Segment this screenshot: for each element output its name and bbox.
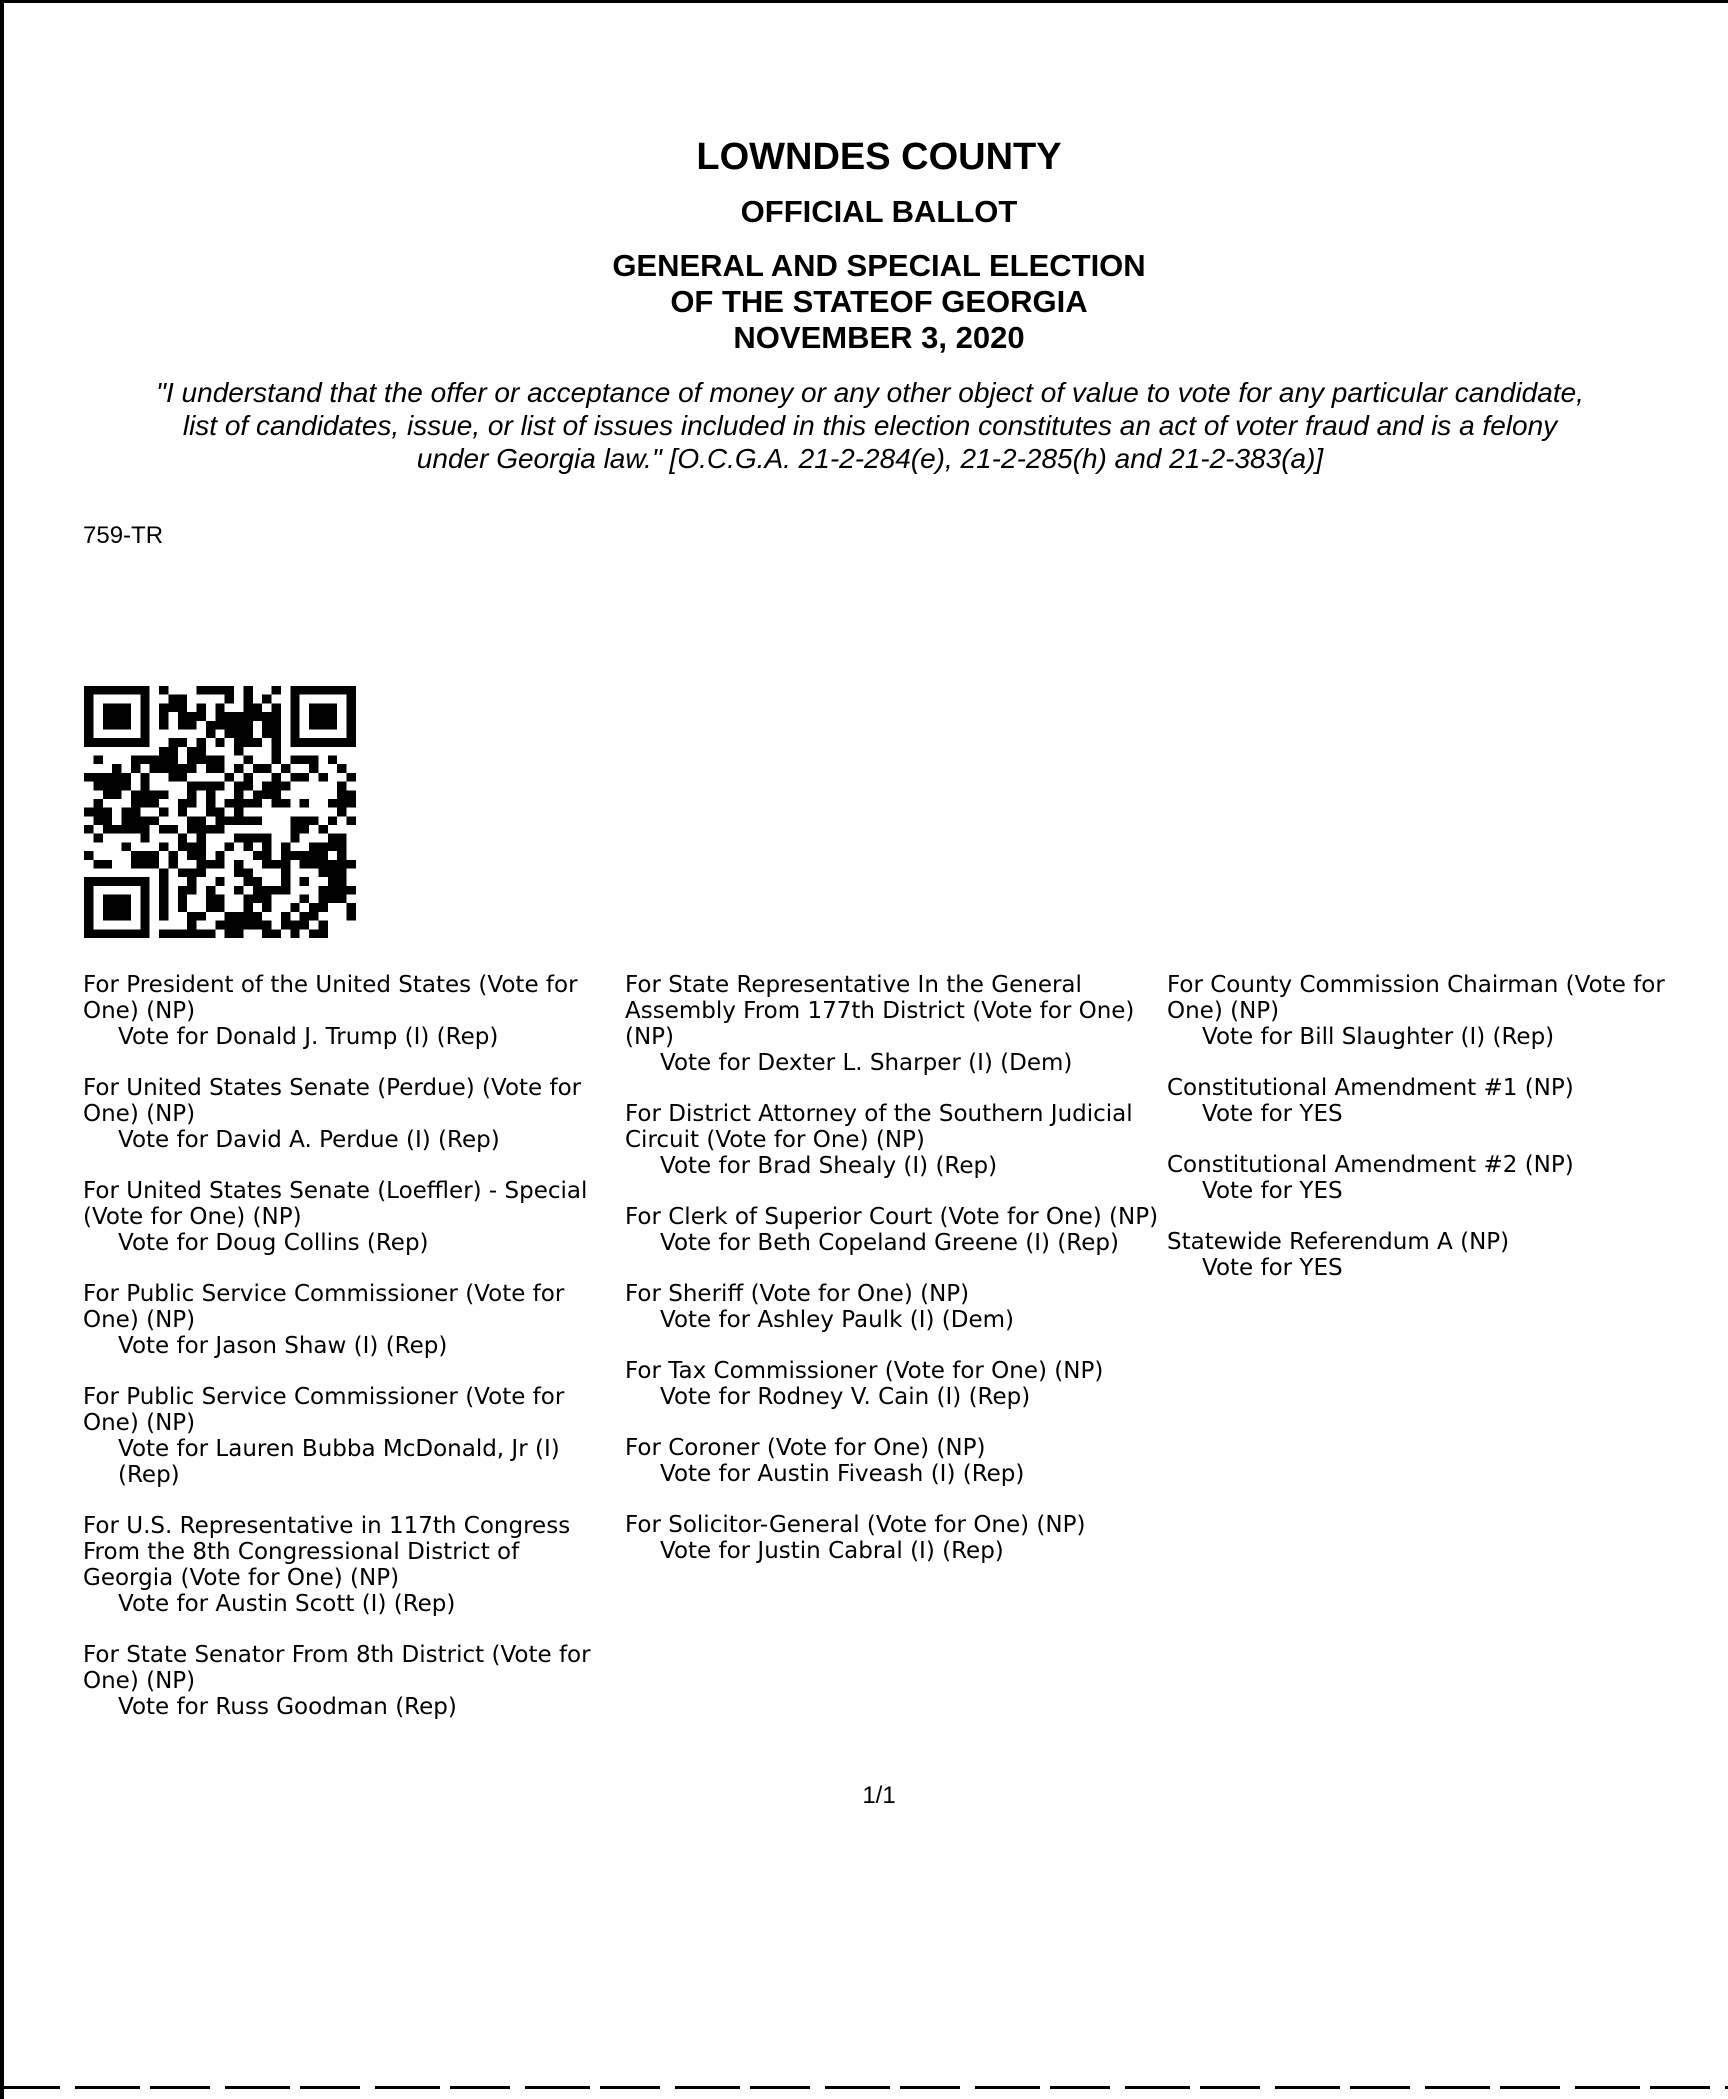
page-border-top xyxy=(0,0,1728,3)
race-selection xyxy=(625,1358,1165,1410)
race-selection xyxy=(83,972,603,1050)
voter-fraud-warning xyxy=(70,376,1670,475)
election-title xyxy=(0,248,1728,356)
ballot-style-id: 759-TR xyxy=(83,522,164,549)
race-selection xyxy=(625,1435,1165,1487)
ballot-header xyxy=(0,132,1728,356)
vote-choice: Vote for Ashley Paulk (I) (Dem) xyxy=(660,1307,1014,1333)
election-date: NOVEMBER 3, 2020 xyxy=(733,320,1025,355)
race-selection xyxy=(625,1512,1165,1564)
race-title: For United States Senate (Loeffler) - Special (Vote for One) (NP) xyxy=(83,1178,588,1230)
vote-choice: Vote for YES xyxy=(1202,1178,1343,1204)
election-line-1: GENERAL AND SPECIAL ELECTION xyxy=(612,248,1146,283)
race-title: For State Representative In the General Assembly From 177th District (Vote for One) (NP) xyxy=(625,972,1135,1050)
race-selection xyxy=(1167,1229,1707,1281)
race-title: For District Attorney of the Southern Judicial Circuit (Vote for One) (NP) xyxy=(625,1101,1133,1153)
race-title: Constitutional Amendment #1 (NP) xyxy=(1167,1075,1574,1101)
election-line-2: OF THE STATEOF GEORGIA xyxy=(670,284,1088,319)
race-title: For Clerk of Superior Court (Vote for One) (NP) xyxy=(625,1204,1159,1230)
vote-choice: Vote for YES xyxy=(1202,1255,1343,1281)
race-selection xyxy=(1167,1152,1707,1204)
warning-line-2: list of candidates, issue, or list of issues included in this election constitutes an act of voter fraud and is a felony xyxy=(182,410,1558,441)
race-title: For Public Service Commissioner (Vote for One) (NP) xyxy=(83,1281,565,1333)
vote-choice: Vote for David A. Perdue (I) (Rep) xyxy=(118,1127,500,1153)
vote-choice: Vote for Brad Shealy (I) (Rep) xyxy=(660,1153,998,1179)
page-border-bottom xyxy=(0,2086,1728,2089)
race-selection xyxy=(625,1204,1165,1256)
warning-line-1: "I understand that the offer or acceptance of money or any other object of value to vote for any particular candidate, xyxy=(156,377,1584,408)
selections-column-1 xyxy=(83,972,603,1745)
vote-choice: Vote for Lauren Bubba McDonald, Jr (I) (Rep) xyxy=(118,1436,560,1488)
race-selection xyxy=(83,1642,603,1720)
vote-choice: Vote for Dexter L. Sharper (I) (Dem) xyxy=(660,1050,1073,1076)
vote-choice: Vote for Jason Shaw (I) (Rep) xyxy=(118,1333,448,1359)
vote-choice: Vote for Austin Fiveash (I) (Rep) xyxy=(660,1461,1025,1487)
race-title: For State Senator From 8th District (Vote for One) (NP) xyxy=(83,1642,591,1694)
race-title: For Solicitor-General (Vote for One) (NP) xyxy=(625,1512,1086,1538)
vote-choice: Vote for Bill Slaughter (I) (Rep) xyxy=(1202,1024,1555,1050)
vote-choice: Vote for Russ Goodman (Rep) xyxy=(118,1694,457,1720)
race-selection xyxy=(1167,1075,1707,1127)
race-selection xyxy=(625,972,1165,1076)
race-title: For U.S. Representative in 117th Congress From the 8th Congressional District of Georgia (Vote for One) (NP) xyxy=(83,1513,571,1591)
race-selection xyxy=(83,1178,603,1256)
vote-choice: Vote for Austin Scott (I) (Rep) xyxy=(118,1591,456,1617)
selections-column-2 xyxy=(625,972,1165,1589)
vote-choice: Vote for Rodney V. Cain (I) (Rep) xyxy=(660,1384,1031,1410)
race-title: For President of the United States (Vote for One) (NP) xyxy=(83,972,578,1024)
ballot-type: OFFICIAL BALLOT xyxy=(740,194,1018,229)
race-title: For United States Senate (Perdue) (Vote for One) (NP) xyxy=(83,1075,582,1127)
race-title: For Tax Commissioner (Vote for One) (NP) xyxy=(625,1358,1104,1384)
selections-column-3 xyxy=(1167,972,1707,1306)
race-title: For Public Service Commissioner (Vote for One) (NP) xyxy=(83,1384,565,1436)
race-title: For Coroner (Vote for One) (NP) xyxy=(625,1435,986,1461)
race-title: For County Commission Chairman (Vote for One) (NP) xyxy=(1167,972,1665,1024)
race-title: For Sheriff (Vote for One) (NP) xyxy=(625,1281,970,1307)
vote-choice: Vote for Justin Cabral (I) (Rep) xyxy=(660,1538,1004,1564)
vote-choice: Vote for Beth Copeland Greene (I) (Rep) xyxy=(660,1230,1119,1256)
warning-line-3: under Georgia law." [O.C.G.A. 21-2-284(e), 21-2-285(h) and 21-2-383(a)] xyxy=(416,443,1324,474)
race-selection xyxy=(83,1384,603,1488)
race-selection xyxy=(83,1513,603,1617)
race-title: Statewide Referendum A (NP) xyxy=(1167,1229,1510,1255)
qr-code xyxy=(84,686,356,938)
race-selection xyxy=(625,1281,1165,1333)
vote-choice: Vote for YES xyxy=(1202,1101,1343,1127)
vote-choice: Vote for Donald J. Trump (I) (Rep) xyxy=(118,1024,499,1050)
county-title: LOWNDES COUNTY xyxy=(696,136,1062,178)
vote-choice: Vote for Doug Collins (Rep) xyxy=(118,1230,429,1256)
race-selection xyxy=(625,1101,1165,1179)
race-title: Constitutional Amendment #2 (NP) xyxy=(1167,1152,1574,1178)
race-selection xyxy=(83,1075,603,1153)
race-selection xyxy=(1167,972,1707,1050)
race-selection xyxy=(83,1281,603,1359)
page-number: 1/1 xyxy=(862,1782,896,1809)
